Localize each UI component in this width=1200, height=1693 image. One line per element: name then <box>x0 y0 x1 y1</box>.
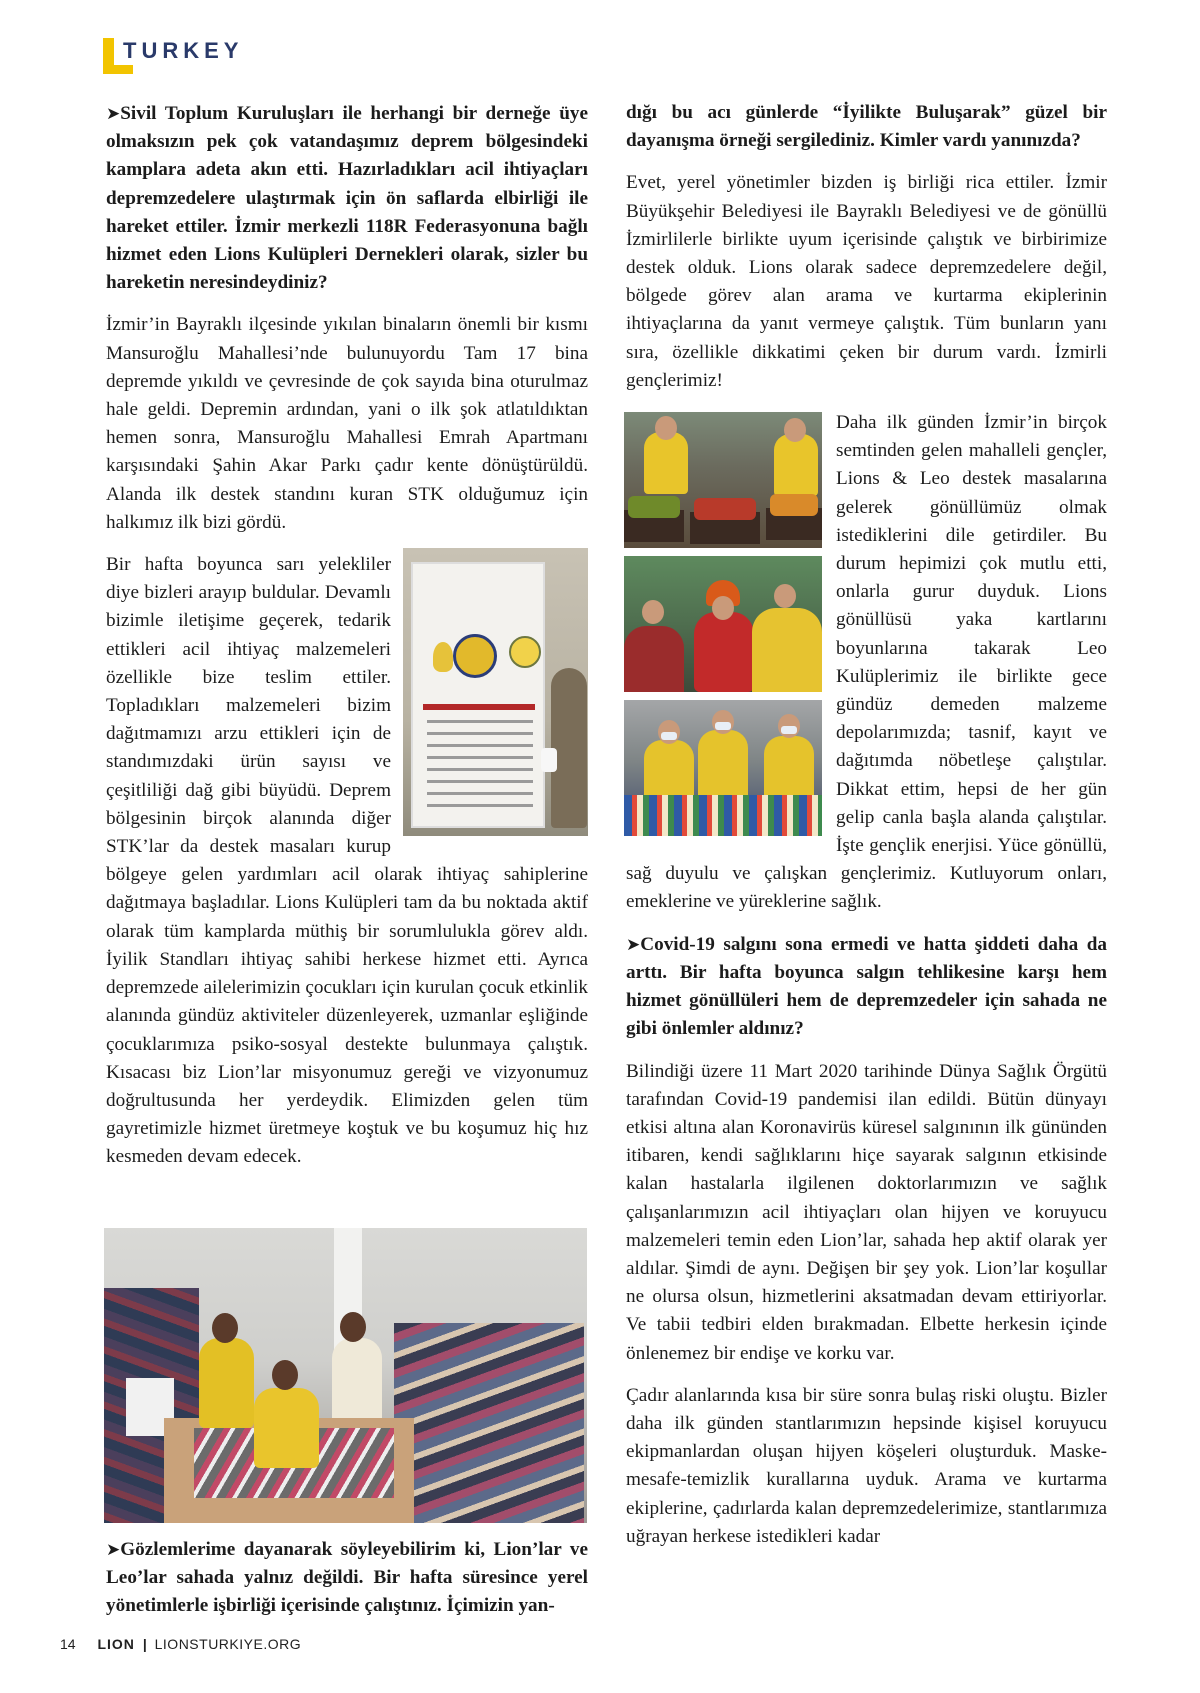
question-2-block <box>106 1536 588 1635</box>
section-title: TURKEY <box>123 38 244 63</box>
paragraph-4: Daha ilk günden İzmir’in birçok semtinden gelen mahalleli gençler, Lions & Leo destek masalarına gelerek gönüllümüz olmak istediklerini dile getirdiler. Bu durum hepimizi çok mutlu etti, onlarla gurur duyduk. Lions gönüllüsü yaka kartlarını boyunlarına takarak Leo Kulüplerimiz ile birlikte gece gündüz demeden malzeme depolarımızda; tasnif, kayıt ve dağıtımda nöbetleşe çalıştılar. Dikkat ettim, hepsi de her gün gelip canla başla alanda çalıştılar. İşte gençlik enerjisi. Yüce gönüllü, sağ duyulu ve çalışkan gençlerimiz. Kutluyorum onları, emeklerine ve yüreklerine sağlık. <box>626 412 1107 913</box>
footer-separator: | <box>142 1636 147 1652</box>
page-footer <box>60 1636 301 1652</box>
arrowhead-icon: ➤ <box>106 1540 121 1560</box>
arrowhead-icon: ➤ <box>626 934 641 955</box>
paragraph-6: Çadır alanlarında kısa bir süre sonra bulaş riski oluştu. Bizler daha ilk günden stantlarımızın hepsinde kişisel koruyucu ekipmanlardan oluşan hijyen köşeleri oluşturduk. Maske-mesafe-temizlik kurallarına uyduk. Arama ve kurtarma ekiplerine, çadırlarda kalan depremzedelerimize, stantlarımıza uğrayan herkese istedikleri kadar <box>626 1384 1107 1547</box>
paragraph-3: Evet, yerel yönetimler bizden iş birliği rica ettiler. İzmir Büyükşehir Belediyesi ile Bayraklı Belediyesi ve de gönüllü İzmirlilerle birlikte uyum içerisinde çalıştık ve birbirimize destek olduk. Lions olarak sadece depremzedelere değil, bölgede görev alan arama ve kurtarma ekiplerinin ihtiyaçlarına da yanıt vermeye çalıştık. Tüm bunların yanı sıra, özellikle dikkatimi çeken bir durum vardı. İzmirli gençlerimiz! <box>626 172 1107 391</box>
photo-supply-table <box>624 700 822 836</box>
left-column <box>106 100 588 1186</box>
question-2-continued: dığı bu acı günlerde “İyilikte Buluşarak” güzel bir dayanışma örneği sergilediniz. Kimler vardı yanınızda? <box>626 102 1107 152</box>
photo-rescue-team <box>624 556 822 692</box>
lions-logo-icon <box>453 634 497 678</box>
photo-stack <box>624 412 822 844</box>
paragraph-2-wrap <box>106 551 588 1171</box>
website-link[interactable]: LIONSTURKIYE.ORG <box>154 1636 302 1652</box>
photo-lions-stand-banner <box>403 548 588 836</box>
section-header <box>103 38 263 78</box>
right-column <box>626 99 1107 1565</box>
question-3: ➤Covid-19 salgını sona ermedi ve hatta şiddeti daha da arttı. Bir hafta boyunca salgın tehlikesine karşı hem hizmet gönüllüleri hem de depremzedeler için sahada ne gibi önlemler aldınız? <box>626 933 1107 1040</box>
paragraph-5: Bilindiği üzere 11 Mart 2020 tarihinde Dünya Sağlık Örgütü tarafından Covid-19 pandemisi ilan edildi. Bütün dünyayı etkisi altına alan Koronavirüs küresel salgınının ilk gününden itibaren, kendi sağlıklarını hiçe sayarak salgının etkisinde kalan hastalarla ilgilenen doktorlarımızın ve sağlık çalışanlarımızın acil ihtiyaçları olan hijyen ve koruyucu malzemeleri temin eden Lion’lar, sahada hep aktif olarak yer aldılar. Şimdi de aynı. Değişen bir şey yok. Lion’lar koşullar ne olursa olsun, hizmetlerini aksatmadan devam ettiriyorlar. Ve tabii tedbiri elden bırakmadan. Elbette herkesin içinde önlenemez bir endişe ve korku var. <box>626 1060 1107 1364</box>
question-2: ➤Gözlemlerime dayanarak söyleyebilirim ki, Lion’lar ve Leo’lar sahada yalnız değildi. Bir hafta süresince yerel yönetimlerle işbirliği içerisinde çalıştınız. İçimizin yan- <box>106 1539 588 1617</box>
question-1: ➤Sivil Toplum Kuruluşları ile herhangi bir derneğe üye olmaksızın pek çok vatandaşımız deprem bölgesindeki kamplara adeta akın etti. Hazırladıkları acil ihtiyaçları depremzedelere ulaştırmak için ön saflarda elbirliği ile hareket ettiler. İzmir merkezli 118R Federasyonuna bağlı hizmet eden Lions Kulüpleri Dernekleri olarak, sizler bu hareketin neresindeydiniz? <box>106 103 588 294</box>
banner <box>411 562 545 828</box>
magazine-name: LION <box>97 1636 135 1652</box>
paragraph-2: Bir hafta boyunca sarı yelekliler diye bizleri arayıp buldular. Devamlı bizimle iletişime geçerek, tedarik ettikleri acil ihtiyaç malzemeleri özellikle bize teslim ettiler. Topladıkları malzemeleri bizim dağıtmamızı arzu ettikleri için de standımızdaki ürün sayısı ve çeşitliliği dağ gibi büyüdü. Deprem bölgesinin birçok alanında diğer STK’lar da destek masaları kurup bölgeye gelen yardımları acil olarak ihtiyaç sahiplerine dağıtmaya başladılar. Lions Kulüpleri tam da bu noktada aktif olarak tüm kamplarda müthiş bir sorumlulukla görev aldı. İyilik Standları ihtiyaç sahibi herkese hizmet etti. Ayrıca depremzede ailelerimizin çocukları için kurulan çocuk etkinlik alanında gündüz aktiviteler düzenleyerek, uzmanlar eşliğinde çocuklarımıza psiko-sosyal destekte bulunmaya çalıştık. Kısacası biz Lion’lar misyonumuz gereği ve vizyonumuz doğrultusunda her yerdeydik. Elimizden gelen tüm gayretimizle hizmet üretmeye koştuk ve bu koşumuz hiç hız kesmeden devam edecek. <box>106 554 588 1168</box>
arrowhead-icon: ➤ <box>106 104 121 124</box>
page-number: 14 <box>60 1636 76 1652</box>
photo-volunteers-market <box>624 412 822 548</box>
photo-sorting-clothes <box>104 1228 587 1523</box>
paragraph-1: İzmir’in Bayraklı ilçesinde yıkılan binaların önemli bir kısmı Mansuroğlu Mahallesi’nde bulunuyordu Tam 17 bina depremde yıkıldı ve çevresinde de çok sayıda bina oturulmaz hale geldi. Depremin ardından, yani o ilk şok atlatıldıktan hemen sonra, Mansuroğlu Mahallesi Emrah Apartmanı karşısındaki Şahin Akar Parkı çadır kente dönüştürüldü. Alanda ilk destek standını kuran STK olduğumuz için halkımız ilk bizi gördü. <box>106 314 588 533</box>
paragraph-4-wrap <box>626 409 1107 917</box>
header-bracket-foot <box>103 65 133 74</box>
